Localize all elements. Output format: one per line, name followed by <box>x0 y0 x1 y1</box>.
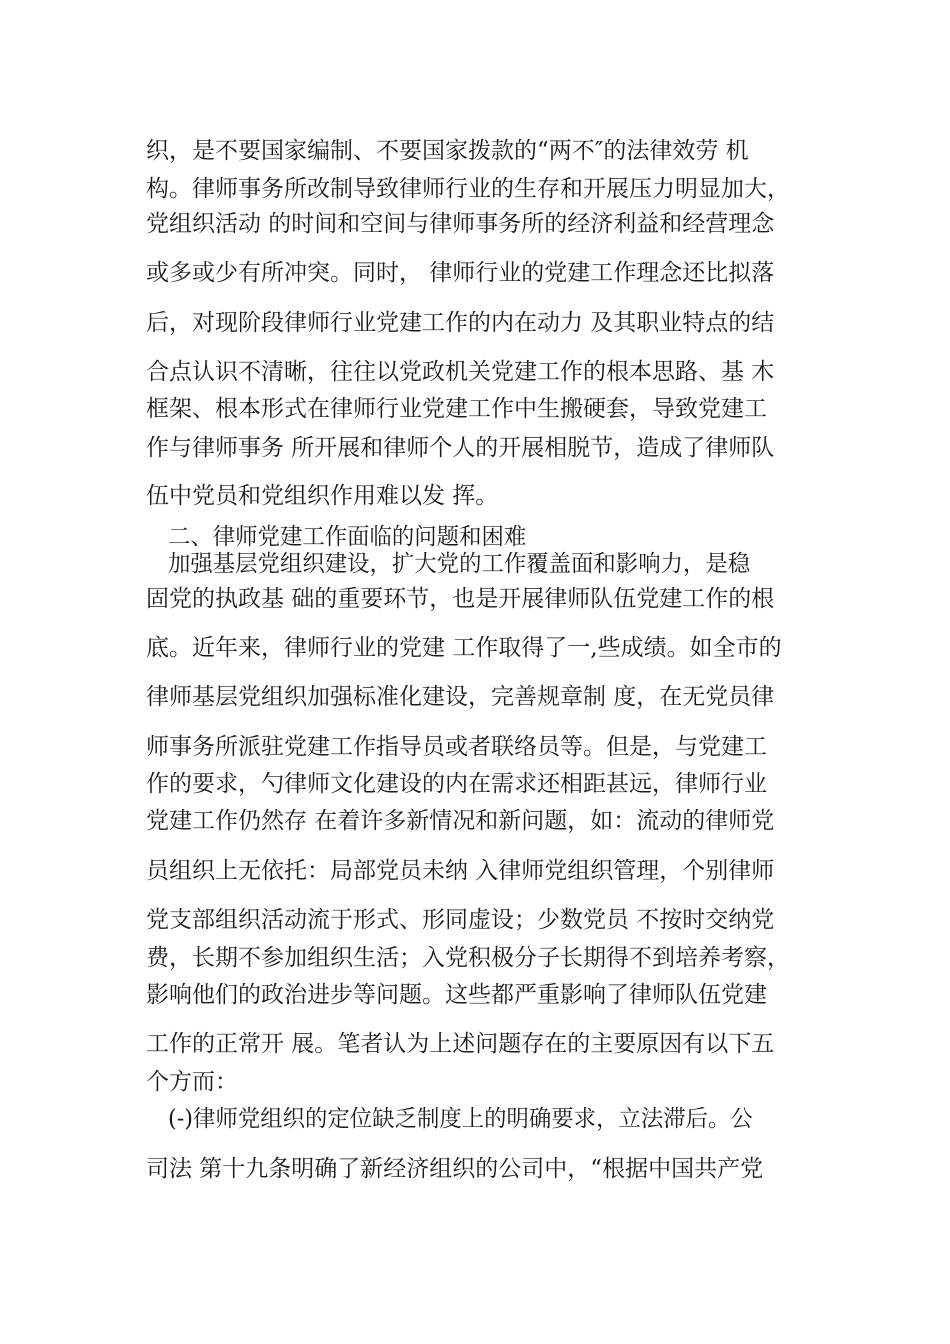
text-line: 党支部组织活动流于形式、形同虚设；少数党员 不按时交纳党 <box>146 907 775 933</box>
text-line: 律师基层党组织加强标准化建设，完善规章制 度，在无党员律 <box>146 684 775 710</box>
text-line: 司法 第十九条明确了新经济组织的公司中，“根据中国共产党 <box>146 1156 764 1182</box>
text-line: 织，是不要国家编制、不要国家拨款的“两不″的法律效劳 机 <box>146 138 749 164</box>
text-line: 党组织活动 的时间和空间与律师事务所的经济利益和经营理念 <box>146 211 775 237</box>
text-line: 后，对现阶段律师行业党建工作的内在动力 及其职业特点的结 <box>146 310 775 336</box>
text-line: 框架、根本形式在律师行业党建工作中生搬硬套，导致党建工 <box>146 396 767 422</box>
text-line: 或多或少有所冲突。同时， 律师行业的党建工作理念还比拟落 <box>146 260 775 286</box>
text-line: (-)律师党组织的定位缺乏制度上的明确要求，立法滞后。公 <box>168 1106 753 1132</box>
text-line: 伍中党员和党组织作用难以发 挥。 <box>146 483 499 509</box>
text-line: 影响他们的政治进步等问题。这些都严重影响了律师队伍党建 <box>146 982 767 1008</box>
text-line: 党建工作仍然存 在着许多新情况和新问题，如：流动的律师党 <box>146 808 775 834</box>
text-line: 底。近年来，律师行业的党建 工作取得了一,些成绩。如全市的 <box>146 635 782 661</box>
text-line: 合点认识不清晰，往往以党政机关党建工作的根本思路、基 木 <box>146 359 775 385</box>
text-line: 加强基层党组织建设，扩大党的工作覆盖面和影响力，是稳 <box>168 551 751 577</box>
text-line: 构。律师事务所改制导致律师行业的生存和开展压力明显加大， <box>146 176 790 202</box>
text-line: 费，长期不参加组织生活；入党积极分子长期得不到培养考察， <box>146 945 790 971</box>
text-line: 作与律师事务 所开展和律师个人的开展相脱节，造成了律师队 <box>146 435 775 461</box>
text-line: 工作的正常开 展。笔者认为上述问题存在的主要原因有以下五 <box>146 1031 775 1057</box>
text-line: 员组织上无依托：局部党员未纳 入律师党组织管理，个别律师 <box>146 858 775 884</box>
text-line: 固党的执政基 础的重要环节，也是开展律师队伍党建工作的根 <box>146 586 775 612</box>
text-line: 作的要求，勺律师文化建设的内在需求还相距甚远，律师行业 <box>146 771 767 797</box>
text-line: 师事务所派驻党建工作指导员或者联络员等。但是，与党建工 <box>146 734 767 760</box>
section-heading: 二、律师党建工作面临的问题和困难 <box>168 524 527 550</box>
text-line: 个方而： <box>146 1069 238 1095</box>
